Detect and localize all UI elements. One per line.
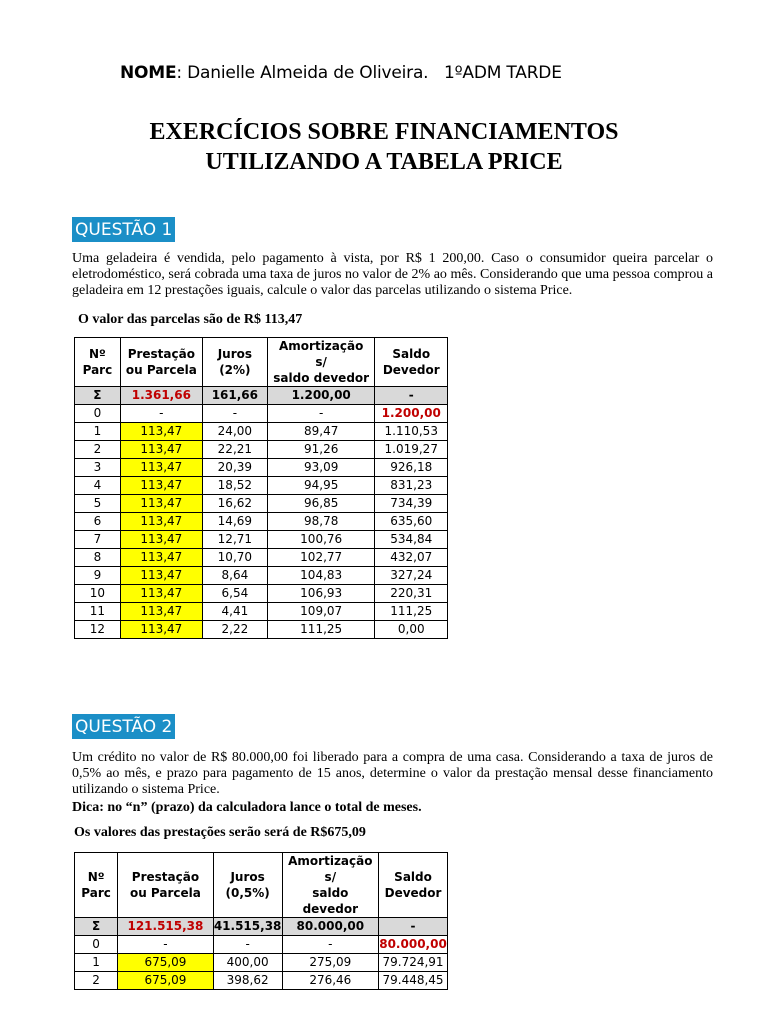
cell-prestacao: 113,47	[120, 495, 202, 513]
col-header-amortizacao: Amortização s/ saldo devedor	[282, 853, 378, 918]
cell-amortizacao: 94,95	[267, 477, 375, 495]
cell-parc: 4	[75, 477, 121, 495]
cell-prestacao: 113,47	[120, 441, 202, 459]
col-header-prestacao: Prestação ou Parcela	[120, 338, 202, 387]
cell-saldo: 0,00	[375, 621, 448, 639]
table-row	[75, 972, 448, 990]
cell-prestacao: 113,47	[120, 531, 202, 549]
cell-amortizacao: 80.000,00	[282, 918, 378, 936]
col-header-juros: Juros (0,5%)	[213, 853, 282, 918]
question-2-text: Um crédito no valor de R$ 80.000,00 foi liberado para a compra de uma casa. Considerando a taxa de juros de 0,5% ao mês, e prazo para pagamento de 15 anos, determine o valor da prestação mensal desse financiamento utilizando o sistema Price.	[72, 750, 713, 797]
cell-juros: 10,70	[202, 549, 267, 567]
table-row	[75, 954, 448, 972]
cell-juros: 2,22	[202, 621, 267, 639]
cell-juros: 6,54	[202, 585, 267, 603]
col-header-prestacao: Prestação ou Parcela	[118, 853, 213, 918]
cell-saldo: 79.724,91	[379, 954, 448, 972]
name-value: : Danielle Almeida de Oliveira. 1ºADM TARDE	[176, 63, 562, 83]
cell-parc: 2	[75, 441, 121, 459]
cell-juros: 4,41	[202, 603, 267, 621]
cell-amortizacao: 91,26	[267, 441, 375, 459]
cell-juros: 16,62	[202, 495, 267, 513]
cell-prestacao: 1.361,66	[120, 387, 202, 405]
cell-amortizacao: 275,09	[282, 954, 378, 972]
cell-amortizacao: 93,09	[267, 459, 375, 477]
table-row	[75, 459, 448, 477]
table-row	[75, 531, 448, 549]
cell-prestacao: 113,47	[120, 567, 202, 585]
cell-saldo: 1.200,00	[375, 405, 448, 423]
table-row	[75, 567, 448, 585]
cell-amortizacao: 109,07	[267, 603, 375, 621]
table-header-row	[75, 853, 448, 918]
question-1-badge: QUESTÃO 1	[72, 217, 175, 242]
cell-amortizacao: -	[282, 936, 378, 954]
cell-saldo: 432,07	[375, 549, 448, 567]
cell-juros: 400,00	[213, 954, 282, 972]
cell-saldo: 926,18	[375, 459, 448, 477]
cell-prestacao: 675,09	[118, 972, 213, 990]
cell-juros: -	[202, 405, 267, 423]
cell-saldo: 534,84	[375, 531, 448, 549]
cell-saldo: 80.000,00	[379, 936, 448, 954]
cell-juros: 8,64	[202, 567, 267, 585]
cell-parc: 1	[75, 954, 118, 972]
question-2-badge: QUESTÃO 2	[72, 714, 175, 739]
question-1-text: Uma geladeira é vendida, pelo pagamento à vista, por R$ 1 200,00. Caso o consumidor queira parcelar o eletrodoméstico, será cobrada uma taxa de juros no valor de 2% ao mês. Considerando que uma pessoa comprou a geladeira em 12 prestações iguais, calcule o valor das parcelas utilizando o sistema Price.	[72, 251, 713, 298]
document-title	[0, 117, 768, 177]
table-row	[75, 441, 448, 459]
col-header-saldo: Saldo Devedor	[379, 853, 448, 918]
cell-juros: 18,52	[202, 477, 267, 495]
cell-prestacao: 113,47	[120, 459, 202, 477]
cell-prestacao: 675,09	[118, 954, 213, 972]
cell-juros: -	[213, 936, 282, 954]
cell-parc: 6	[75, 513, 121, 531]
cell-parc: 3	[75, 459, 121, 477]
table-row	[75, 513, 448, 531]
col-header-parc: Nº Parc	[75, 853, 118, 918]
cell-juros: 20,39	[202, 459, 267, 477]
student-name-line	[120, 63, 562, 83]
cell-parc: 9	[75, 567, 121, 585]
cell-prestacao: 113,47	[120, 621, 202, 639]
question-2-answer: Os valores das prestações serão será de R$675,09	[74, 825, 366, 840]
cell-amortizacao: -	[267, 405, 375, 423]
cell-parc: Σ	[75, 918, 118, 936]
sum-row	[75, 387, 448, 405]
table-row	[75, 549, 448, 567]
cell-parc: 0	[75, 936, 118, 954]
cell-parc: 10	[75, 585, 121, 603]
cell-parc: 8	[75, 549, 121, 567]
cell-amortizacao: 106,93	[267, 585, 375, 603]
cell-juros: 41.515,38	[213, 918, 282, 936]
col-header-amortizacao: Amortização s/ saldo devedor	[267, 338, 375, 387]
cell-saldo: 327,24	[375, 567, 448, 585]
cell-juros: 12,71	[202, 531, 267, 549]
table-row	[75, 495, 448, 513]
cell-prestacao: 121.515,38	[118, 918, 213, 936]
price-table-q2	[74, 852, 448, 990]
cell-amortizacao: 104,83	[267, 567, 375, 585]
col-header-juros: Juros (2%)	[202, 338, 267, 387]
cell-parc: 1	[75, 423, 121, 441]
cell-amortizacao: 89,47	[267, 423, 375, 441]
table-row	[75, 423, 448, 441]
title-line-2: UTILIZANDO A TABELA PRICE	[205, 149, 563, 175]
cell-saldo: 220,31	[375, 585, 448, 603]
cell-prestacao: 113,47	[120, 585, 202, 603]
title-line-1: EXERCÍCIOS SOBRE FINANCIAMENTOS	[149, 119, 619, 145]
table-row	[75, 585, 448, 603]
cell-juros: 398,62	[213, 972, 282, 990]
cell-prestacao: 113,47	[120, 423, 202, 441]
name-label: NOME	[120, 63, 177, 83]
col-header-saldo: Saldo Devedor	[375, 338, 448, 387]
cell-prestacao: 113,47	[120, 603, 202, 621]
cell-parc: 11	[75, 603, 121, 621]
cell-juros: 14,69	[202, 513, 267, 531]
cell-prestacao: -	[120, 405, 202, 423]
cell-amortizacao: 1.200,00	[267, 387, 375, 405]
table-header-row	[75, 338, 448, 387]
cell-prestacao: 113,47	[120, 477, 202, 495]
cell-parc: 12	[75, 621, 121, 639]
table-row	[75, 621, 448, 639]
table-row-initial	[75, 936, 448, 954]
cell-parc: 2	[75, 972, 118, 990]
cell-amortizacao: 100,76	[267, 531, 375, 549]
cell-juros: 161,66	[202, 387, 267, 405]
cell-amortizacao: 111,25	[267, 621, 375, 639]
cell-saldo: 635,60	[375, 513, 448, 531]
cell-saldo: 1.110,53	[375, 423, 448, 441]
table-row-initial	[75, 405, 448, 423]
cell-juros: 22,21	[202, 441, 267, 459]
cell-saldo: 734,39	[375, 495, 448, 513]
cell-saldo: 111,25	[375, 603, 448, 621]
cell-saldo: 1.019,27	[375, 441, 448, 459]
cell-saldo: 79.448,45	[379, 972, 448, 990]
table-row	[75, 603, 448, 621]
table-row	[75, 477, 448, 495]
cell-saldo: 831,23	[375, 477, 448, 495]
cell-amortizacao: 96,85	[267, 495, 375, 513]
col-header-parc: Nº Parc	[75, 338, 121, 387]
cell-prestacao: 113,47	[120, 513, 202, 531]
cell-parc: Σ	[75, 387, 121, 405]
cell-parc: 7	[75, 531, 121, 549]
cell-parc: 5	[75, 495, 121, 513]
cell-amortizacao: 102,77	[267, 549, 375, 567]
cell-saldo: -	[379, 918, 448, 936]
cell-juros: 24,00	[202, 423, 267, 441]
cell-saldo: -	[375, 387, 448, 405]
cell-amortizacao: 276,46	[282, 972, 378, 990]
cell-prestacao: 113,47	[120, 549, 202, 567]
cell-parc: 0	[75, 405, 121, 423]
cell-amortizacao: 98,78	[267, 513, 375, 531]
sum-row	[75, 918, 448, 936]
question-1-answer: O valor das parcelas são de R$ 113,47	[78, 312, 303, 327]
question-2-tip: Dica: no “n” (prazo) da calculadora lance o total de meses.	[72, 800, 422, 815]
price-table-q1	[74, 337, 448, 639]
cell-prestacao: -	[118, 936, 213, 954]
